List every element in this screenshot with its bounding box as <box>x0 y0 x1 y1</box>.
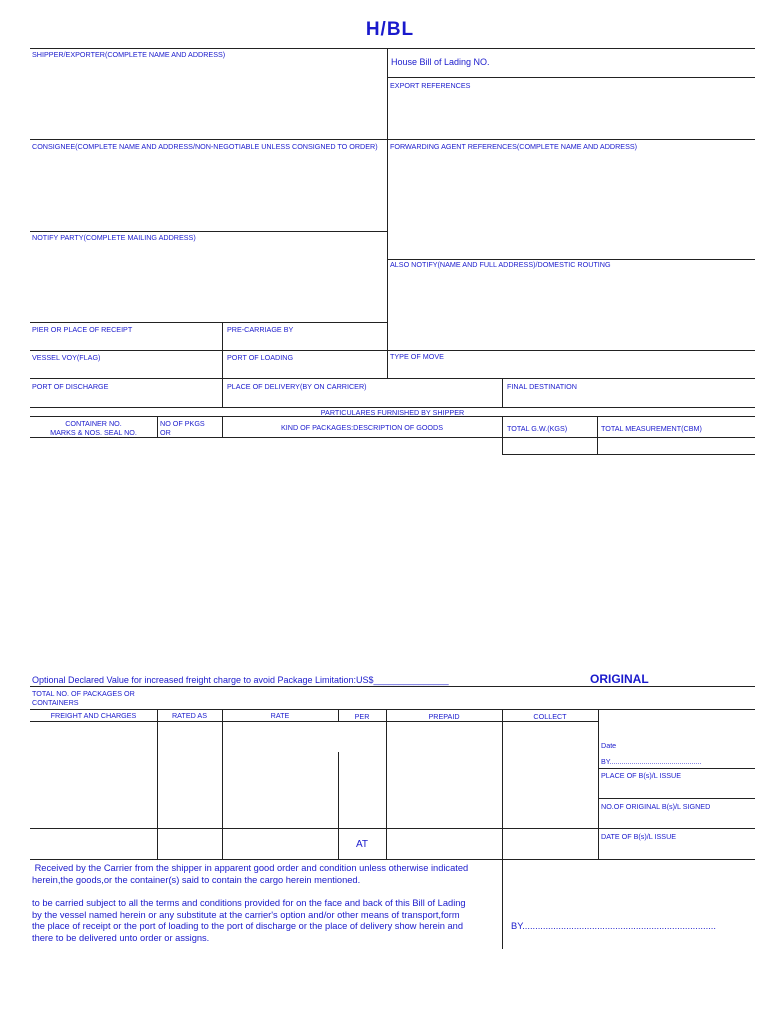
terms-line-1: Received by the Carrier from the shipper in apparent good order and condition unless otherwise indicated <box>32 863 469 873</box>
place-delivery-label: PLACE OF DELIVERY(BY ON CARRICER) <box>227 382 367 391</box>
rule <box>30 231 387 232</box>
rule <box>222 709 223 859</box>
at-label: AT <box>356 839 369 850</box>
rule <box>338 752 339 859</box>
rule <box>502 416 503 454</box>
forwarding-agent-label: FORWARDING AGENT REFERENCES(COMPLETE NAME AND ADDRESS) <box>390 142 638 151</box>
container-no-label: CONTAINER NO. <box>65 419 122 428</box>
rule <box>30 48 755 49</box>
signature-by-line: BY........................................................................... <box>511 921 716 931</box>
rule <box>386 709 387 859</box>
particulars-title: PARTICULARES FURNISHED BY SHIPPER <box>320 408 465 417</box>
total-measurement-label: TOTAL MEASUREMENT(CBM) <box>601 424 702 433</box>
terms-line-3: to be carried subject to all the terms and conditions provided for on the face and back of this Bill of Lading <box>32 898 466 908</box>
collect-label: COLLECT <box>533 712 567 721</box>
rate-label: RATE <box>270 711 290 720</box>
also-notify-label: ALSO NOTIFY(NAME AND FULL ADDRESS)/DOMESTIC ROUTING <box>390 260 611 269</box>
vessel-voy-label: VESSEL VOY(FLAG) <box>32 353 101 362</box>
no-of-originals-label: NO.OF ORIGINAL B(s)/L SIGNED <box>601 802 711 811</box>
rule <box>30 859 755 860</box>
per-label: PER <box>354 712 370 721</box>
rule <box>30 437 755 438</box>
terms-line-5: the place of receipt or the port of loading to the port of discharge or the place of delivery show herein and <box>32 921 464 931</box>
rule <box>30 378 755 379</box>
rule <box>598 798 755 799</box>
rule <box>30 828 755 829</box>
pre-carriage-label: PRE-CARRIAGE BY <box>227 325 294 334</box>
hbl-number-label: House Bill of Lading NO. <box>391 57 490 67</box>
type-of-move-label: TYPE OF MOVE <box>390 352 444 361</box>
pier-receipt-label: PIER OR PLACE OF RECEIPT <box>32 325 133 334</box>
rule <box>157 416 158 437</box>
rule <box>387 77 755 78</box>
freight-charges-label: FREIGHT AND CHARGES <box>50 711 137 720</box>
date-label: Date <box>601 741 617 750</box>
kind-of-packages-label: KIND OF PACKAGES:DESCRIPTION OF GOODS <box>280 423 443 432</box>
rule <box>30 322 387 323</box>
rule <box>157 709 158 859</box>
consignee-label: CONSIGNEE(COMPLETE NAME AND ADDRESS/NON-NEGOTIABLE UNLESS CONSIGNED TO ORDER) <box>32 142 378 151</box>
declared-value-label: Optional Declared Value for increased freight charge to avoid Package Limitation:US$_______________ <box>32 675 449 685</box>
rule <box>387 48 388 378</box>
rule <box>30 721 598 722</box>
by-line-label: BY.............................................. <box>601 757 702 766</box>
date-of-issue-label: DATE OF B(s)/L ISSUE <box>601 832 677 841</box>
containers-label: CONTAINERS <box>32 698 79 707</box>
rule <box>30 350 755 351</box>
rule <box>30 139 755 140</box>
rule <box>222 322 223 407</box>
port-discharge-label: PORT OF DISCHARGE <box>32 382 109 391</box>
rule <box>598 709 599 859</box>
rule <box>30 709 755 710</box>
original-mark: ORIGINAL <box>590 672 649 686</box>
terms-line-4: by the vessel named herein or any substitute at the carrier's option and/or other means of transport,form <box>32 910 460 920</box>
terms-line-6: there to be delivered unto order or assigns. <box>32 933 210 943</box>
rated-as-label: RATED AS <box>171 711 207 720</box>
total-packages-label: TOTAL NO. OF PACKAGES OR <box>32 689 135 698</box>
rule <box>598 768 755 769</box>
total-gw-label: TOTAL G.W.(KGS) <box>507 424 568 433</box>
rule <box>597 416 598 454</box>
terms-line-2: herein,the goods,or the container(s) said to contain the cargo herein mentioned. <box>32 875 361 885</box>
rule <box>502 378 503 407</box>
shipper-label: SHIPPER/EXPORTER(COMPLETE NAME AND ADDRESS) <box>32 50 226 59</box>
document-title: H/BL <box>365 19 415 40</box>
place-of-issue-label: PLACE OF B(s)/L ISSUE <box>601 771 682 780</box>
notify-party-label: NOTIFY PARTY(COMPLETE MAILING ADDRESS) <box>32 233 196 242</box>
final-destination-label: FINAL DESTINATION <box>507 382 577 391</box>
export-references-label: EXPORT REFERENCES <box>390 81 471 90</box>
no-of-pkgs-or-label: OR <box>160 428 171 437</box>
no-of-pkgs-label: NO OF PKGS <box>160 419 205 428</box>
rule <box>30 686 755 687</box>
rule <box>502 709 503 949</box>
prepaid-label: PREPAID <box>428 712 460 721</box>
rule <box>502 454 755 455</box>
marks-seal-label: MARKS & NOS. SEAL NO. <box>50 428 137 437</box>
port-loading-label: PORT OF LOADING <box>227 353 294 362</box>
